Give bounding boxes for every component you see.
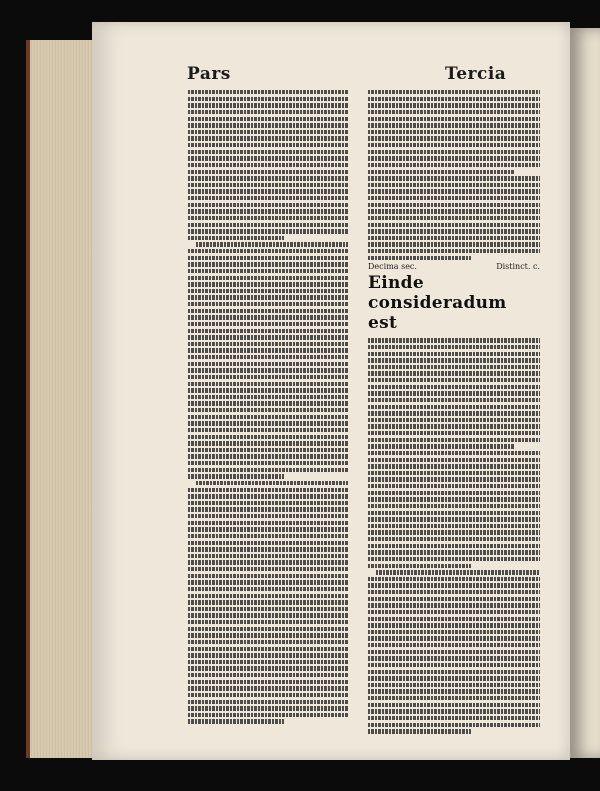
- text-line: [188, 527, 348, 531]
- text-line: [188, 600, 348, 604]
- text-line: [188, 448, 348, 452]
- text-line: [188, 408, 348, 412]
- text-line: [368, 663, 540, 667]
- text-line: [368, 345, 540, 349]
- text-line: [188, 269, 348, 273]
- text-line: [188, 130, 348, 134]
- text-line: [188, 209, 348, 213]
- text-line: [188, 362, 348, 366]
- text-line: [188, 335, 348, 339]
- text-line: [188, 329, 348, 333]
- text-line: [368, 418, 540, 422]
- text-line: [188, 289, 348, 293]
- text-line: [188, 454, 348, 458]
- text-line: [368, 610, 540, 614]
- text-line: [368, 530, 540, 534]
- text-line: [368, 544, 540, 548]
- text-line: [368, 189, 540, 193]
- text-line: [188, 494, 348, 498]
- text-line: [188, 534, 348, 538]
- text-line: [368, 103, 540, 107]
- text-line: [368, 464, 540, 468]
- text-line: [376, 570, 540, 574]
- text-line: [188, 256, 348, 260]
- text-line: [188, 686, 348, 690]
- text-line: [368, 564, 471, 568]
- text-line: [188, 368, 348, 372]
- section-subheading: [368, 262, 540, 271]
- text-line: [368, 451, 540, 455]
- text-line: [188, 507, 348, 511]
- text-line: [188, 136, 348, 140]
- text-line: [188, 176, 348, 180]
- text-line: [188, 196, 348, 200]
- text-line: [368, 656, 540, 660]
- text-line: [368, 391, 540, 395]
- text-line: [188, 236, 284, 240]
- section-title: Einde consideradum est: [368, 273, 507, 334]
- text-line: [368, 411, 540, 415]
- text-line: [368, 650, 540, 654]
- text-line: [188, 474, 284, 478]
- text-line: [188, 541, 348, 545]
- text-line: [188, 567, 348, 571]
- text-line: [188, 428, 348, 432]
- text-line: [368, 196, 540, 200]
- text-line: [368, 338, 540, 342]
- text-line: [368, 590, 540, 594]
- text-line: [368, 97, 540, 101]
- section-subheading-right: Distinct. c.: [496, 262, 540, 272]
- text-line: [188, 163, 348, 167]
- text-line: [188, 700, 348, 704]
- text-line: [188, 554, 348, 558]
- text-line: [188, 97, 348, 101]
- text-line: [188, 560, 348, 564]
- text-line: [188, 468, 348, 472]
- text-line: [188, 342, 348, 346]
- text-line: [188, 322, 348, 326]
- text-line: [368, 729, 471, 733]
- text-line: [368, 723, 540, 727]
- text-line: [368, 156, 540, 160]
- text-line: [368, 136, 540, 140]
- text-line: [188, 276, 348, 280]
- section-subheading-left: Decima sec.: [368, 262, 417, 272]
- text-line: [188, 435, 348, 439]
- text-line: [368, 477, 540, 481]
- text-line: [368, 550, 540, 554]
- text-line: [188, 514, 348, 518]
- text-line: [188, 183, 348, 187]
- text-line: [188, 189, 348, 193]
- text-line: [188, 401, 348, 405]
- text-line: [368, 623, 540, 627]
- text-line: [368, 216, 540, 220]
- text-line: [368, 385, 540, 389]
- text-line: [368, 683, 540, 687]
- text-line: [368, 242, 540, 246]
- text-line: [188, 395, 348, 399]
- text-line: [368, 670, 540, 674]
- text-line: [368, 643, 540, 647]
- text-line: [188, 461, 348, 465]
- text-line: [368, 689, 540, 693]
- text-line: [188, 421, 348, 425]
- text-line: [368, 497, 540, 501]
- text-line: [368, 471, 540, 475]
- text-line: [368, 444, 514, 448]
- text-line: [188, 282, 348, 286]
- text-line: [196, 481, 348, 485]
- text-line: [188, 103, 348, 107]
- text-line: [368, 703, 540, 707]
- text-line: [368, 170, 514, 174]
- running-head-right: Tercia: [445, 64, 507, 84]
- text-line: [188, 547, 348, 551]
- text-line: [368, 371, 540, 375]
- text-line: [188, 594, 348, 598]
- text-line: [368, 517, 540, 521]
- text-line: [368, 511, 540, 515]
- text-line: [368, 150, 540, 154]
- text-line: [188, 613, 348, 617]
- text-column-right: [368, 90, 540, 736]
- text-line: [368, 557, 540, 561]
- text-line: [188, 382, 348, 386]
- text-line: [188, 110, 348, 114]
- text-line: [188, 355, 348, 359]
- text-block-right-bottom: [368, 338, 540, 733]
- text-line: [368, 117, 540, 121]
- text-line: [188, 620, 348, 624]
- text-line: [188, 415, 348, 419]
- text-line: [188, 295, 348, 299]
- text-line: [368, 617, 540, 621]
- text-line: [368, 524, 540, 528]
- text-line: [188, 156, 348, 160]
- text-line: [188, 229, 348, 233]
- text-line: [188, 680, 348, 684]
- text-line: [368, 424, 540, 428]
- text-line: [188, 441, 348, 445]
- text-line: [368, 438, 540, 442]
- text-line: [188, 348, 348, 352]
- text-line: [368, 143, 540, 147]
- text-line: [368, 577, 540, 581]
- text-line: [188, 375, 348, 379]
- text-line: [188, 580, 348, 584]
- text-line: [368, 676, 540, 680]
- text-line: [188, 607, 348, 611]
- text-line: [188, 123, 348, 127]
- page-block-edge: [26, 40, 102, 758]
- text-line: [368, 256, 471, 260]
- text-line: [368, 123, 540, 127]
- text-line: [368, 236, 540, 240]
- text-line: [368, 405, 540, 409]
- text-line: [368, 130, 540, 134]
- text-line: [188, 223, 348, 227]
- text-line: [368, 636, 540, 640]
- text-line: [368, 209, 540, 213]
- text-line: [368, 504, 540, 508]
- text-line: [368, 365, 540, 369]
- text-line: [368, 431, 540, 435]
- text-line: [196, 242, 348, 246]
- text-line: [368, 696, 540, 700]
- text-line: [188, 388, 348, 392]
- text-line: [188, 302, 348, 306]
- text-line: [188, 150, 348, 154]
- text-line: [188, 719, 284, 723]
- text-line: [368, 183, 540, 187]
- text-line: [188, 633, 348, 637]
- text-line: [188, 647, 348, 651]
- text-line: [188, 501, 348, 505]
- running-head-left: Pars: [187, 64, 231, 84]
- text-line: [188, 706, 348, 710]
- text-line: [368, 90, 540, 94]
- text-line: [368, 491, 540, 495]
- text-line: [188, 653, 348, 657]
- text-line: [188, 627, 348, 631]
- text-line: [188, 666, 348, 670]
- text-line: [368, 176, 540, 180]
- text-line: [368, 110, 540, 114]
- text-line: [188, 216, 348, 220]
- text-line: [188, 640, 348, 644]
- text-line: [188, 521, 348, 525]
- text-line: [368, 716, 540, 720]
- text-line: [188, 693, 348, 697]
- text-line: [188, 713, 348, 717]
- text-line: [188, 574, 348, 578]
- text-line: [368, 630, 540, 634]
- text-line: [188, 660, 348, 664]
- text-line: [368, 378, 540, 382]
- text-block-right-top: [368, 90, 540, 260]
- text-line: [188, 587, 348, 591]
- facing-page-edge: [570, 28, 600, 758]
- text-line: [188, 309, 348, 313]
- text-line: [368, 458, 540, 462]
- text-line: [188, 488, 348, 492]
- text-column-left: [188, 90, 348, 726]
- text-line: [368, 583, 540, 587]
- text-line: [188, 143, 348, 147]
- text-line: [188, 262, 348, 266]
- text-line: [368, 709, 540, 713]
- text-line: [368, 229, 540, 233]
- text-line: [368, 163, 540, 167]
- text-line: [368, 603, 540, 607]
- text-line: [368, 537, 540, 541]
- text-line: [368, 398, 540, 402]
- text-line: [188, 117, 348, 121]
- text-line: [188, 90, 348, 94]
- text-line: [188, 203, 348, 207]
- text-line: [368, 223, 540, 227]
- text-line: [368, 484, 540, 488]
- text-line: [188, 249, 348, 253]
- text-line: [368, 597, 540, 601]
- text-line: [188, 315, 348, 319]
- text-line: [368, 203, 540, 207]
- text-line: [368, 249, 540, 253]
- text-line: [368, 358, 540, 362]
- text-line: [188, 673, 348, 677]
- text-line: [368, 352, 540, 356]
- text-line: [188, 170, 348, 174]
